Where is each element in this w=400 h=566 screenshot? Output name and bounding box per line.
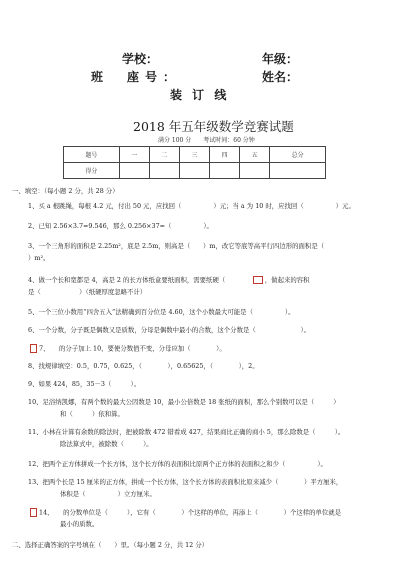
score-cell[interactable] [240, 163, 270, 179]
fraction-box-icon [30, 344, 37, 353]
score-table-header: 四 [210, 147, 240, 163]
question-14-text: 14、 的分数单位是（ ），它有（ ）个这样的单位，再添上（ ）个这样的单位就是 [39, 508, 342, 517]
binding-line: 装 订 线 [170, 88, 230, 102]
question-11-cont: 除法算式中，被除数（ ）。 [60, 440, 153, 448]
school-label: 学校： [122, 52, 159, 66]
score-table-header: 总分 [270, 147, 326, 163]
score-cell[interactable] [149, 163, 179, 179]
score-table-header-row [64, 147, 326, 163]
score-table-header: 题号 [64, 147, 120, 163]
section-1-title: 一、填空：（每小题 2 分，共 28 分） [12, 187, 119, 195]
score-table-header: 五 [240, 147, 270, 163]
section-2-title: 二、选择正确答案的字号填在（ ）里。（每小题 2 分，共 12 分） [12, 541, 209, 549]
question-5: 5、一个三位小数用“四舍五入”法精确到百分位是 4.60，这个小数最大可能是（ ）。 [28, 308, 295, 316]
score-row-label: 得分 [64, 163, 120, 179]
question-14-cont: 最小的质数。 [60, 520, 99, 528]
question-6: 6、一个分数，分子既是偶数又是质数，分母是偶数中最小的合数，这个分数是（ ）。 [28, 326, 311, 334]
score-table-header: 二 [149, 147, 179, 163]
score-cell[interactable] [119, 163, 149, 179]
score-table-score-row [64, 163, 326, 179]
question-2: 2、已知 2.56×3.7=9.546，那么 0.256×37=（ ）。 [28, 222, 213, 230]
score-cell[interactable] [270, 163, 326, 179]
question-10: 10、足浴纳凯娜，有两个数的最大公因数是 10，最小公倍数是 18 张纸的面积，那么个别数可以是（ ） [28, 398, 340, 406]
question-12: 12、把两个正方体拼成一个长方体，这个长方体的表面积比原两个正方体的表面积之和少（ ）。 [28, 460, 327, 468]
question-10-cont: 和（ ）依和算。 [60, 410, 124, 418]
question-8: 8、找规律填空：0.5，0.75，0.625，（ ），0.65625，（ ），2。 [28, 362, 259, 370]
class-seat-label: 班 座号： [91, 70, 182, 84]
score-table [63, 146, 326, 179]
question-4-cont: 是（ ）（纸硬厚度忽略不计） [28, 288, 147, 296]
fraction-box-icon [30, 508, 37, 517]
question-7 [28, 344, 226, 353]
question-13: 13、把两个长是 15 厘米的正方体，拼成一个长方体，这个长方体的表面积比原来减少（ ）平方厘米， [28, 478, 343, 486]
question-9: 9、如果 424，85，35－3（ ）。 [28, 380, 141, 388]
grade-label: 年级： [262, 52, 299, 66]
question-3: 3、一个三角形的面积是 2.25m²，底是 2.5m，则高是（ ）m，改它等底等高平行四边形的面积是（ [28, 242, 350, 250]
score-table-header: 三 [179, 147, 209, 163]
question-4 [28, 276, 310, 284]
score-cell[interactable] [179, 163, 209, 179]
question-14 [28, 508, 341, 517]
question-11: 11、小林在计算有余数的除法时，把被除数 472 错看成 427，结果商比正确的商小 5，那么除数是（ ）。 [28, 428, 345, 436]
question-1: 1、买 a 根跳绳，每根 4.2 元，付出 50 元，应找回（ ）元；当 a 为 10 时，应找回（ ）元。 [28, 202, 355, 210]
question-7-text: 7、 的分子加上 10，要使分数值不变，分母应加（ ）。 [39, 344, 226, 353]
score-cell[interactable] [210, 163, 240, 179]
question-3-cont: ）m²。 [28, 254, 50, 262]
exam-meta: 满分 100 分 考试时间：60 分钟 [158, 137, 255, 144]
score-table-header: 一 [119, 147, 149, 163]
question-4-text-tail: ，做起来的容积 [264, 276, 310, 284]
question-13-cont: 体积是（ ）立方厘米。 [60, 490, 156, 498]
name-label: 姓名： [262, 70, 299, 84]
question-4-text: 4、做一个长和宽都是 4，高是 2 的长方体纸盒要纸面积，需要纸硬（ [28, 276, 251, 284]
fraction-box-icon [253, 276, 263, 284]
exam-title: 2018 年五年级数学竞赛试题 [133, 119, 294, 134]
